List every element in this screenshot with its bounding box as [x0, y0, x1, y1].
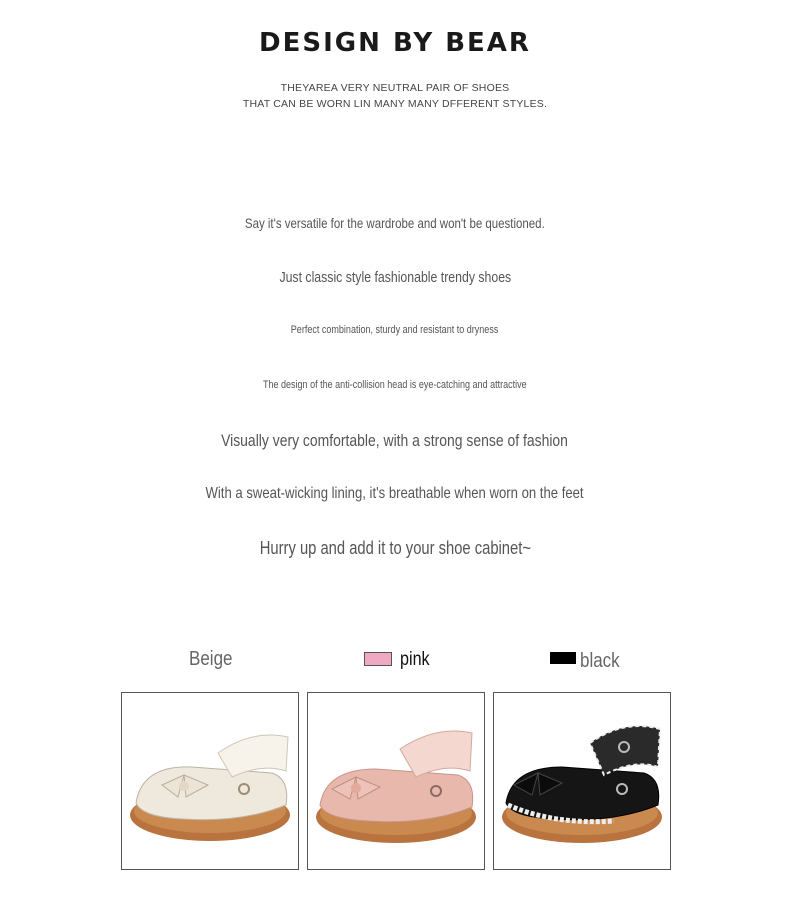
color-label-pink[interactable]: pink [400, 649, 430, 670]
subtitle-line-1: THEYAREA VERY NEUTRAL PAIR OF SHOES [280, 82, 510, 94]
beige-shoe-image [122, 693, 298, 869]
color-label-beige[interactable]: Beige [189, 648, 233, 670]
feature-line: Hurry up and add it to your shoe cabinet~ [259, 538, 531, 558]
pink-swatch [364, 652, 392, 666]
product-card-black[interactable] [493, 692, 671, 870]
feature-line: Perfect combination, sturdy and resistant to dryness [291, 324, 499, 336]
feature-line: Just classic style fashionable trendy shoes [279, 269, 511, 286]
pink-shoe-image [308, 693, 484, 869]
black-shoe-image [494, 693, 670, 869]
black-swatch [550, 652, 576, 664]
product-card-pink[interactable] [307, 692, 485, 870]
color-label-black[interactable]: black [580, 650, 620, 672]
feature-line: Say it's versatile for the wardrobe and won't be questioned. [245, 215, 545, 231]
feature-line: With a sweat-wicking lining, it's breathable when worn on the feet [205, 485, 585, 502]
feature-line: Visually very comfortable, with a strong sense of fashion [221, 431, 569, 450]
product-card-beige[interactable] [121, 692, 299, 870]
subtitle-line-2: THAT CAN BE WORN LIN MANY MANY DFFERENT STYLES. [242, 98, 548, 110]
feature-line: The design of the anti-collision head is eye-catching and attractive [263, 379, 527, 391]
page-title: DESIGN BY BEAR [259, 28, 531, 58]
